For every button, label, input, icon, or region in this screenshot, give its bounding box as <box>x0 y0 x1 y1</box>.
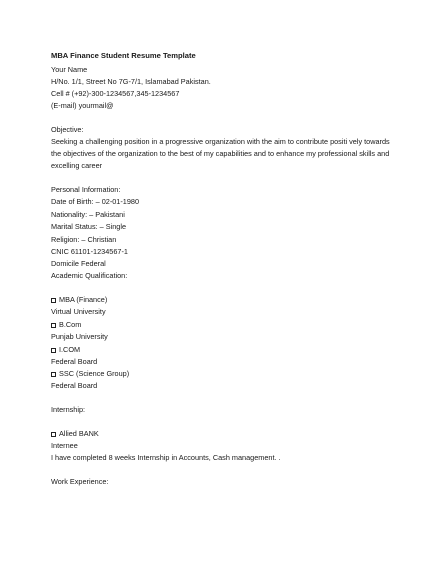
checkbox-bullet-icon <box>51 348 56 353</box>
religion: Religion: – Christian <box>51 235 117 244</box>
objective-text-line-3: excelling career <box>51 161 103 170</box>
checkbox-bullet-icon <box>51 372 56 377</box>
degree-label: I.COM <box>59 345 81 354</box>
degree-label: B.Com <box>59 320 82 329</box>
marital-status: Marital Status: – Single <box>51 222 127 231</box>
objective-heading: Objective: <box>51 125 84 134</box>
internship-role: Internee <box>51 441 78 450</box>
checkbox-bullet-icon <box>51 323 56 328</box>
education-institute-3: Federal Board <box>51 357 98 366</box>
document-title: MBA Finance Student Resume Template <box>51 51 196 60</box>
company-label: Allied BANK <box>59 429 99 438</box>
personal-info-heading: Personal Information: <box>51 185 121 194</box>
nationality: Nationality: – Pakistani <box>51 210 125 219</box>
internship-heading: Internship: <box>51 405 86 414</box>
contact-cell: Cell # (+92)-300-1234567,345-1234567 <box>51 89 180 98</box>
degree-label: SSC (Science Group) <box>59 369 130 378</box>
date-of-birth: Date of Birth: – 02-01-1980 <box>51 197 140 206</box>
internship-description: I have completed 8 weeks Internship in Accounts, Cash management. . <box>51 453 281 462</box>
objective-text-line-2: the objectives of the organization to the best of my capabilities and to enhance my professional skills and <box>51 149 390 158</box>
education-institute-1: Virtual University <box>51 307 106 316</box>
work-experience-heading: Work Experience: <box>51 477 109 486</box>
objective-text-line-1: Seeking a challenging position in a progressive organization with the aim to contribute positi vely towards <box>51 137 390 146</box>
education-institute-2: Punjab University <box>51 332 108 341</box>
education-degree-3 <box>51 345 80 354</box>
contact-email: (E-mail) yourmail@ <box>51 101 114 110</box>
contact-name: Your Name <box>51 65 88 74</box>
domicile: Domicile Federal <box>51 259 106 268</box>
checkbox-bullet-icon <box>51 298 56 303</box>
education-degree-1 <box>51 295 107 304</box>
education-degree-4 <box>51 369 129 378</box>
education-degree-2 <box>51 320 81 329</box>
contact-address: H/No. 1/1, Street No 7G-7/1, Islamabad Pakistan. <box>51 77 211 86</box>
degree-label: MBA (Finance) <box>59 295 108 304</box>
education-institute-4: Federal Board <box>51 381 98 390</box>
checkbox-bullet-icon <box>51 432 56 437</box>
cnic: CNIC 61101-1234567-1 <box>51 247 128 256</box>
academic-heading: Academic Qualification: <box>51 271 128 280</box>
internship-company <box>51 429 99 438</box>
